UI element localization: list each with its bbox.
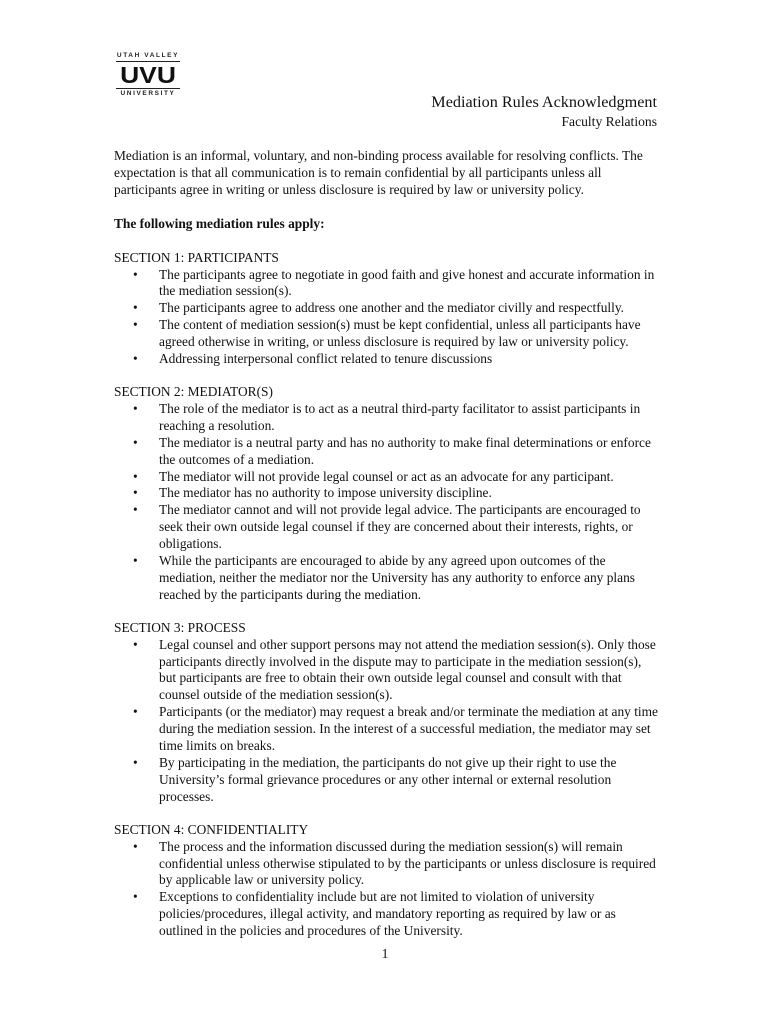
bullet-list	[114, 401, 659, 604]
list-item: • Addressing interpersonal conflict related to tenure discussions	[114, 351, 659, 368]
list-item: • The participants agree to address one another and the mediator civilly and respectfully.	[114, 300, 659, 317]
page-number: 1	[381, 946, 389, 961]
list-item: • The participants agree to negotiate in good faith and give honest and accurate information in the mediation session(s).	[114, 267, 659, 301]
section-process	[114, 620, 659, 806]
document-subtitle: Faculty Relations	[561, 114, 657, 129]
list-item: • The content of mediation session(s) must be kept confidential, unless all participants have agreed otherwise in writing, or unless disclosure is required by law or university policy.	[114, 317, 659, 351]
list-item: • The process and the information discussed during the mediation session(s) will remain confidential unless otherwise stipulated to by the participants or unless disclosure is required by applicable law or university policy.	[114, 839, 659, 890]
section-mediators	[114, 384, 659, 604]
list-item: • Exceptions to confidentiality include but are not limited to violation of university policies/procedures, illegal activity, and mandatory reporting as required by law or as outlined in the policies and procedures of the University.	[114, 889, 659, 940]
document-title: Mediation Rules Acknowledgment	[431, 93, 657, 111]
logo-bottom-text: UNIVERSITY	[120, 90, 176, 97]
list-item: • By participating in the mediation, the participants do not give up their right to use the University’s formal grievance procedures or any other internal or external resolution processes.	[114, 755, 659, 806]
list-item: • The mediator cannot and will not provide legal advice. The participants are encouraged to seek their own outside legal counsel if they are concerned about their interests, rights, or obligations.	[114, 502, 659, 553]
section-participants	[114, 250, 659, 368]
rules-heading: The following mediation rules apply:	[114, 215, 325, 231]
bullet-list	[114, 839, 659, 940]
list-item: • The mediator is a neutral party and has no authority to make final determinations or enforce the outcomes of a mediation.	[114, 435, 659, 469]
logo-main-text: UVU	[120, 62, 176, 88]
logo-top-text: UTAH VALLEY	[116, 52, 180, 59]
uvu-logo	[116, 52, 180, 102]
list-item: • Legal counsel and other support persons may not attend the mediation session(s). Only those participants directly involved in the dispute may to participate in the mediation session(s), but participants are free to obtain their own outside legal counsel and consult with that counsel outside of the mediation session(s).	[114, 637, 659, 705]
section-title: SECTION 4: CONFIDENTIALITY	[114, 821, 309, 837]
bullet-list	[114, 637, 659, 806]
list-item: • The mediator will not provide legal counsel or act as an advocate for any participant.	[114, 469, 659, 486]
list-item: • While the participants are encouraged to abide by any agreed upon outcomes of the mediation, neither the mediator nor the University has any authority to enforce any plans reached by the participants during the mediation.	[114, 553, 659, 604]
list-item: • Participants (or the mediator) may request a break and/or terminate the mediation at any time during the mediation session. In the interest of a successful mediation, the mediator may set time limits on breaks.	[114, 704, 659, 755]
section-title: SECTION 3: PROCESS	[114, 619, 246, 635]
logo-rule-bottom	[116, 88, 180, 89]
section-title: SECTION 2: MEDIATOR(S)	[114, 383, 273, 399]
document-body	[114, 148, 659, 956]
section-title: SECTION 1: PARTICIPANTS	[114, 249, 279, 265]
list-item: • The role of the mediator is to act as a neutral third-party facilitator to assist participants in reaching a resolution.	[114, 401, 659, 435]
list-item: • The mediator has no authority to impose university discipline.	[114, 485, 659, 502]
bullet-list	[114, 267, 659, 368]
intro-paragraph: Mediation is an informal, voluntary, and non-binding process available for resolving conflicts. The expectation is that all communication is to remain confidential by all participants unless all participants agree in writing or unless disclosure is required by law or university policy.	[114, 148, 643, 197]
section-confidentiality	[114, 822, 659, 940]
